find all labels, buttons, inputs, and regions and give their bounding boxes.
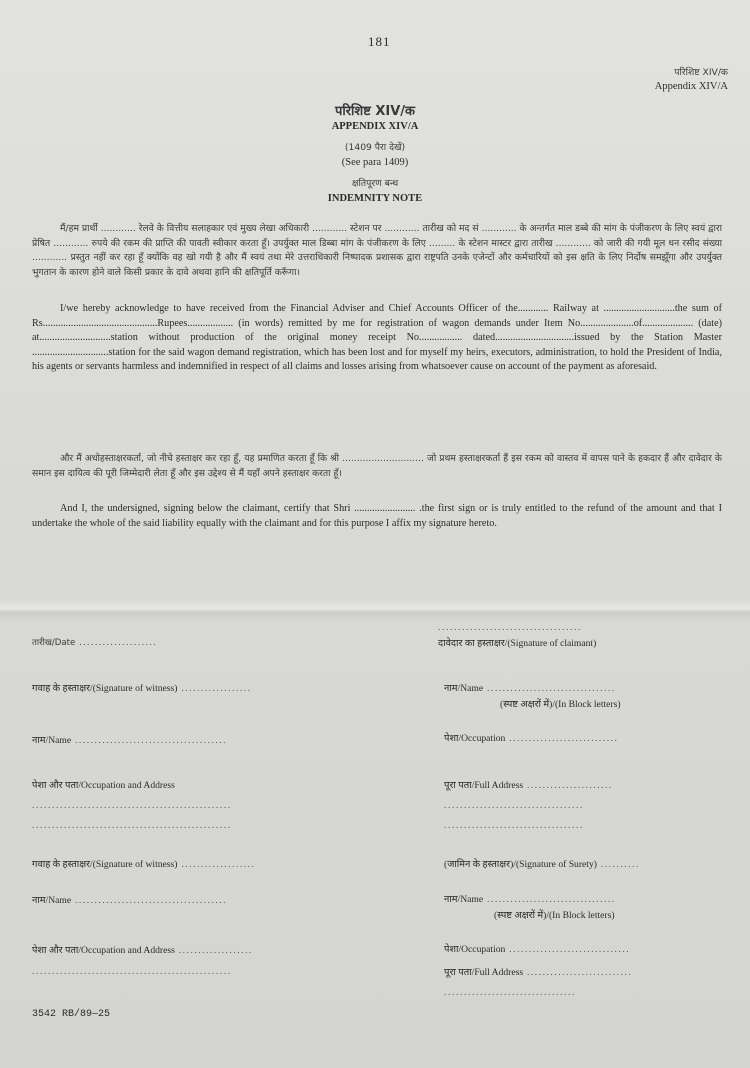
title-english: APPENDIX XIV/A — [331, 121, 419, 132]
address-line-left-1b: .................................................. — [32, 820, 232, 831]
english-paragraph-1: I/we hereby acknowledge to have received from the Financial Adviser and Chief Accounts Officer of the............ Railway at ............................the sum of Rs.............................................Rupees.................. (in words) remitted by me for registration of wagon demands under Item No.....................of.................... (date) at............................station without production of the original money receipt No................. dated...............................issued by the Station Master ..............................station for the said wagon demand registration, which has been lost and for myself my heirs, executors, administration, to hold the President of India, his agents or servants harmless and indemnified in respect of all claims and losses arising from whatsoever cause on account of the payment as aforesaid. — [32, 303, 722, 373]
appendix-label-english: Appendix XIV/A — [654, 81, 728, 92]
full-address-field-right-2: पूरा पता/Full Address ........................... — [444, 967, 633, 978]
claimant-signature-line: .................................... — [438, 622, 582, 633]
para-ref-english: (See para 1409) — [341, 157, 409, 168]
address-line-right-2a: ................................. — [444, 987, 576, 998]
address-line-right-1a: ................................... — [444, 800, 584, 811]
occupation-address-field-left-2: पेशा और पता/Occupation and Address ................... — [32, 945, 253, 956]
block-letters-note-1: (स्पष्ट अक्षरों में)/(In Block letters) — [500, 699, 621, 710]
address-line-left-1a: .................................................. — [32, 800, 232, 811]
top-right-appendix-label — [655, 66, 728, 94]
title-hindi: परिशिष्ट XIV/क — [334, 104, 416, 119]
claimant-signature-label: दावेदार का हस्ताक्षर/(Signature of claimant) — [438, 638, 597, 649]
full-address-field-right-1: पूरा पता/Full Address ...................... — [444, 780, 613, 791]
appendix-label-hindi: परिशिष्ट XIV/क — [674, 67, 728, 78]
name-field-right-2: नाम/Name ................................. — [444, 894, 616, 905]
witness-signature-field-2: गवाह के हस्ताक्षर/(Signature of witness) ................... — [32, 859, 256, 870]
name-field-left-1: नाम/Name ....................................... — [32, 735, 228, 746]
surety-signature-field: (जामिन के हस्ताक्षर)/(Signature of Surety) .......... — [444, 859, 640, 870]
note-title-hindi: क्षतिपूरण बन्ध — [351, 178, 399, 189]
document-heading — [0, 104, 750, 206]
witness-signature-field-1: गवाह के हस्ताक्षर/(Signature of witness) .................. — [32, 683, 252, 694]
footer-code: 3542 RB/89—25 — [32, 1009, 111, 1020]
name-field-left-2: नाम/Name ....................................... — [32, 895, 228, 906]
paper-crease — [0, 598, 750, 622]
hindi-paragraph-2: और मैं अधोहस्ताक्षरकर्ता, जो नीचे हस्ताक्षर कर रहा हूँ, यह प्रमाणित करता हूँ कि श्री ............................ जो प्रथम हस्ताक्षरकर्ता हैं इस रकम को वास्तव में वापस पाने के हकदार हैं और दावेदार के समान इस दायित्व की पूरी जिम्मेदारी लेता हूँ और इस उद्देश्य से मैं यहाँ अपने हस्ताक्षर करता हूँ। — [32, 453, 722, 479]
block-letters-note-2: (स्पष्ट अक्षरों में)/(In Block letters) — [494, 910, 615, 921]
note-title-english: INDEMNITY NOTE — [327, 193, 423, 204]
name-field-right-1: नाम/Name ................................. — [444, 683, 616, 694]
occupation-field-right-1: पेशा/Occupation ............................ — [444, 733, 619, 744]
page-number: 181 — [368, 34, 391, 49]
english-paragraph-2: And I, the undersigned, signing below the claimant, certify that Shri ........................ .the first sign or is truly entitled to the refund of the amount and that I undertake the whole of the said liability equally with the claimant and for this purpose I affix my signature hereto. — [32, 503, 722, 529]
para-ref-hindi: (1409 पैरा देखें) — [344, 142, 406, 153]
occupation-address-field-left-1: पेशा और पता/Occupation and Address — [32, 780, 175, 791]
occupation-field-right-2: पेशा/Occupation ............................... — [444, 944, 631, 955]
hindi-paragraph-1: मैं/हम प्रार्थी ............ रेलवे के वित्तीय सलाहकार एवं मुख्य लेखा अधिकारी ............ स्टेशन पर ............ तारीख को मद सं ............ के अन्तर्गत माल डब्बे की मांग के पंजीकरण के लिए स्वयं द्वारा प्रेषित ............ रुपये की रकम की प्राप्ति की पावती स्वीकार करता हूँ। उपर्युक्त माल डिब्बा मांग के पंजीकरण के लिए ......... के स्टेशन मास्टर द्वारा तारीख ............ को जारी की गयी मूल धन रसीद संख्या ............ प्रस्तुत नहीं कर रहा हूँ क्योंकि वह खो गयी है और मैं स्वयं तथा मेरे उत्तराधिकारी निष्पादक प्रशासक द्वारा राष्ट्रपति उनके एजेन्टों और कर्मचारियों को इस क्षति के लिए निर्दोष समझूँगा और उपर्युक्त भुगतान के कारण होने वाले किसी प्रकार के दावे अथवा हानि की क्षतिपूर्ति करूँगा। — [32, 223, 722, 278]
address-line-right-1b: ................................... — [444, 820, 584, 831]
address-line-left-2a: .................................................. — [32, 966, 232, 977]
date-field: तारीख/Date .................... — [32, 637, 158, 648]
